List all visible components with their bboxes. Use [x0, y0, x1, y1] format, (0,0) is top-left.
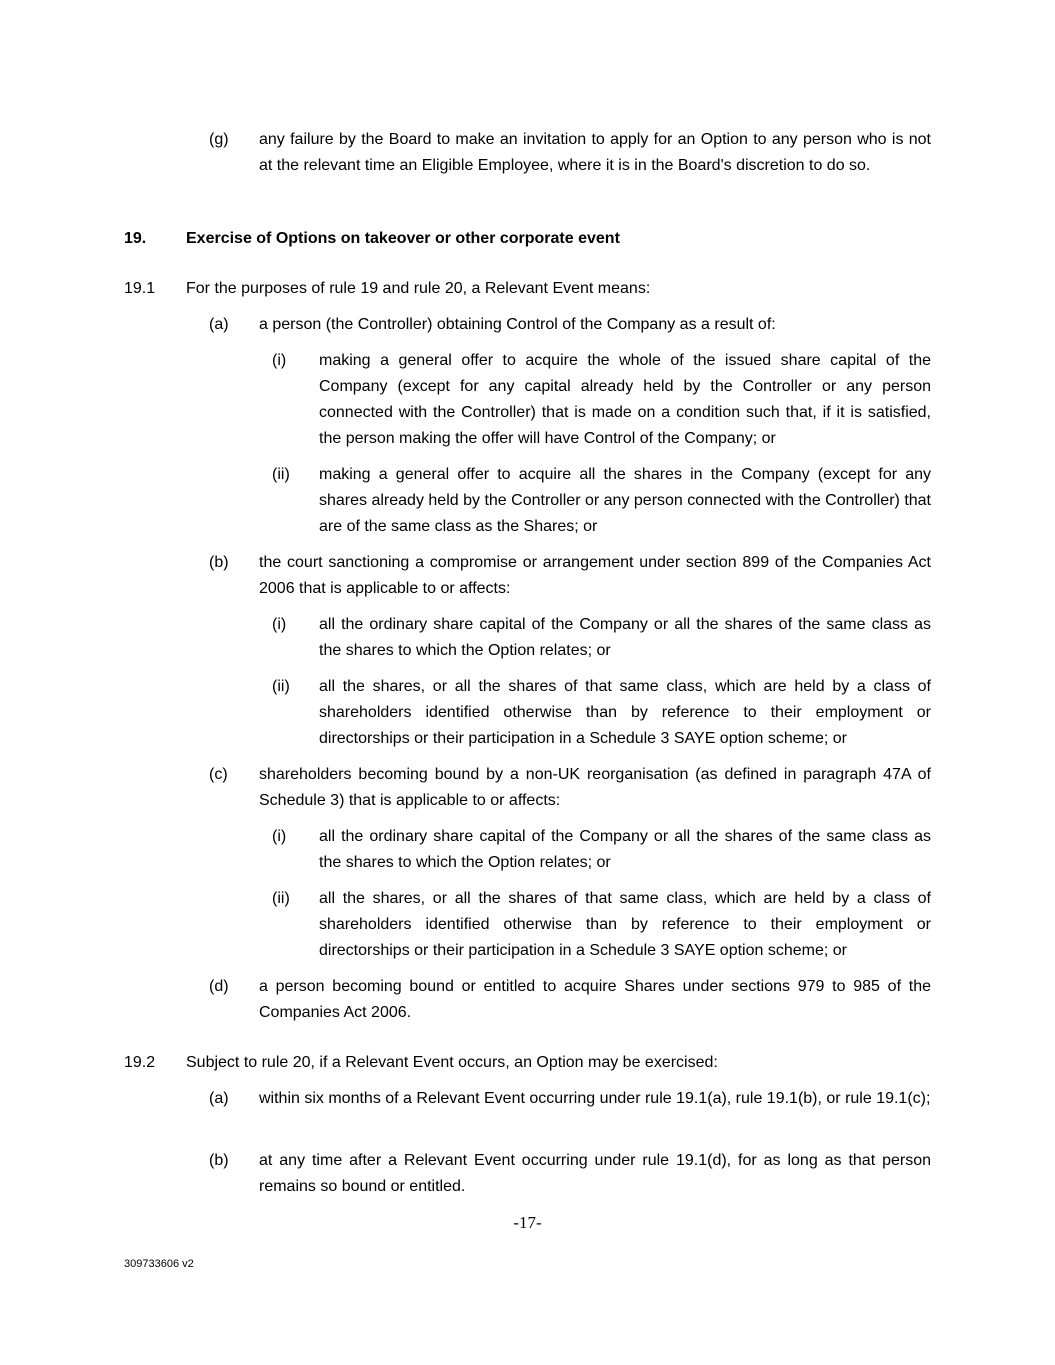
- clause-number: 19.1: [124, 280, 156, 297]
- clause-text: the court sanctioning a compromise or arrangement under section 899 of the Companies Act 2006 that is applicable to or affects:: [259, 554, 931, 597]
- clause-19-2-b: [0, 1148, 1055, 1200]
- clause-19-1-b-i: [0, 612, 1055, 664]
- clause-number: (c): [209, 766, 228, 783]
- clause-text: all the shares, or all the shares of that same class, which are held by a class of shareholders identified otherwise than by reference to their employment or directorships or their participation in a Schedule 3 SAYE option scheme; or: [319, 890, 931, 959]
- clause-text: within six months of a Relevant Event occurring under rule 19.1(a), rule 19.1(b), or rule 19.1(c);: [259, 1090, 931, 1107]
- clause-number: (d): [209, 978, 229, 995]
- clause-19-1-b: [0, 550, 1055, 602]
- clause-19-1-a: [0, 312, 1055, 338]
- clause-19-1-c: [0, 762, 1055, 814]
- section-title: Exercise of Options on takeover or other corporate event: [186, 230, 620, 247]
- clause-number: 19.2: [124, 1054, 156, 1071]
- page-number: -17-: [513, 1213, 542, 1232]
- clause-text: a person becoming bound or entitled to acquire Shares under sections 979 to 985 of the Companies Act 2006.: [259, 978, 931, 1021]
- clause-19-1-a-i: [0, 348, 1055, 452]
- clause-19-1: [0, 276, 1055, 302]
- clause-19-2: [0, 1050, 1055, 1076]
- clause-19-1-d: [0, 974, 1055, 1026]
- clause-19-1-c-i: [0, 824, 1055, 876]
- clause-number: (a): [209, 316, 229, 333]
- clause-number: (b): [209, 1152, 229, 1169]
- section-heading-19: [0, 226, 1055, 252]
- clause-text: a person (the Controller) obtaining Control of the Company as a result of:: [259, 316, 776, 333]
- clause-19-1-b-ii: [0, 674, 1055, 752]
- clause-number: (ii): [272, 890, 290, 907]
- clause-number: (i): [272, 616, 287, 633]
- clause-text: at any time after a Relevant Event occurring under rule 19.1(d), for as long as that person remains so bound or entitled.: [259, 1152, 931, 1195]
- clause-text: making a general offer to acquire the whole of the issued share capital of the Company (except for any capital already held by the Controller or any person connected with the Controller) that is made on a condition such that, if it is satisfied, the person making the offer will have Control of the Company; or: [319, 352, 931, 447]
- clause-number: (a): [209, 1090, 229, 1107]
- clause-number: (g): [209, 131, 229, 148]
- document-reference: 309733606 v2: [124, 1258, 194, 1270]
- clause-text: For the purposes of rule 19 and rule 20, a Relevant Event means:: [186, 280, 651, 297]
- clause-text: making a general offer to acquire all the shares in the Company (except for any shares already held by the Controller or any person connected with the Controller) that are of the same class as the Shares; or: [319, 466, 931, 535]
- clause-text: shareholders becoming bound by a non-UK reorganisation (as defined in paragraph 47A of Schedule 3) that is applicable to or affects:: [259, 766, 931, 809]
- clause-number: (i): [272, 828, 287, 845]
- clause-text: all the ordinary share capital of the Company or all the shares of the same class as the shares to which the Option relates; or: [319, 616, 931, 659]
- clause-number: (ii): [272, 678, 290, 695]
- clause-19-1-c-ii: [0, 886, 1055, 964]
- clause-text: all the shares, or all the shares of that same class, which are held by a class of shareholders identified otherwise than by reference to their employment or directorships or their participation in a Schedule 3 SAYE option scheme; or: [319, 678, 931, 747]
- clause-19-1-a-ii: [0, 462, 1055, 540]
- clause-number: (b): [209, 554, 229, 571]
- section-number: 19.: [124, 230, 147, 247]
- clause-text: any failure by the Board to make an invitation to apply for an Option to any person who is not at the relevant time an Eligible Employee, where it is in the Board's discretion to do so.: [259, 131, 931, 174]
- clause-19-2-a: [0, 1086, 1055, 1138]
- clause-18-g: [0, 127, 1055, 207]
- clause-text: Subject to rule 20, if a Relevant Event occurs, an Option may be exercised:: [186, 1054, 718, 1071]
- clause-text: all the ordinary share capital of the Company or all the shares of the same class as the shares to which the Option relates; or: [319, 828, 931, 871]
- clause-number: (i): [272, 352, 287, 369]
- clause-number: (ii): [272, 466, 290, 483]
